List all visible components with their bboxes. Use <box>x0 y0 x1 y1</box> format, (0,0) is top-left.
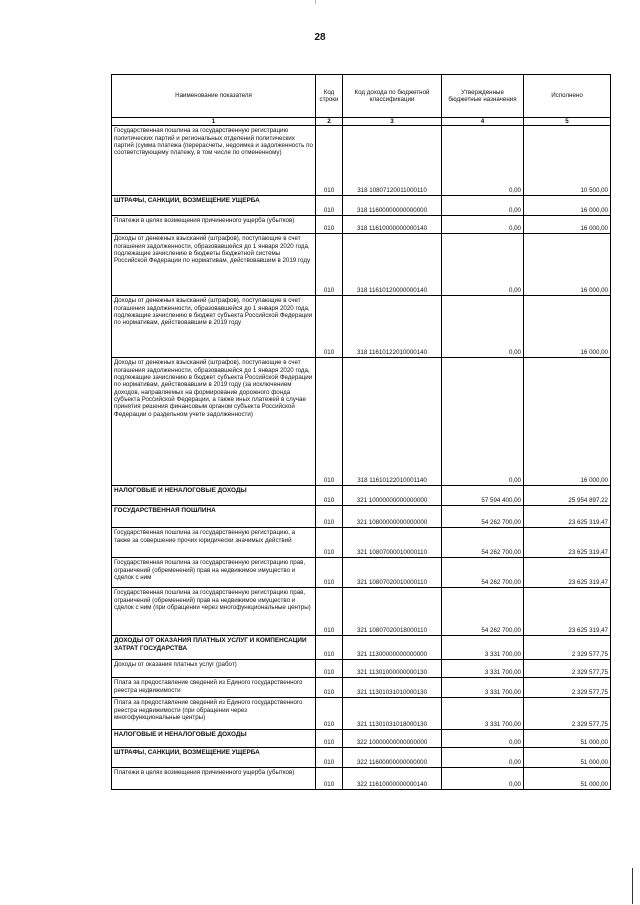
row-approved: 54 262 700,00 <box>442 528 524 558</box>
row-kbk: 318 11600000000000000 <box>343 196 442 216</box>
row-executed: 16 000,00 <box>524 196 611 216</box>
table-row <box>112 678 611 698</box>
row-name: Платежи в целях возмещения причиненного ущерба (убытков) <box>112 768 316 790</box>
row-approved: 3 331 700,00 <box>442 636 524 660</box>
table-row <box>112 768 611 790</box>
row-executed: 23 625 319,47 <box>524 558 611 588</box>
row-kbk: 321 10807020010000110 <box>343 558 442 588</box>
row-kbk: 322 11610000000000140 <box>343 768 442 790</box>
row-executed: 23 625 319,47 <box>524 588 611 636</box>
row-code: 010 <box>316 196 343 216</box>
row-executed: 2 329 577,75 <box>524 678 611 698</box>
row-approved: 0,00 <box>442 216 524 234</box>
row-code: 010 <box>316 698 343 730</box>
row-executed: 2 329 577,75 <box>524 660 611 678</box>
column-number: 2 <box>316 118 343 126</box>
row-name: ДОХОДЫ ОТ ОКАЗАНИЯ ПЛАТНЫХ УСЛУГ И КОМПЕНСАЦИИ ЗАТРАТ ГОСУДАРСТВА <box>112 636 316 660</box>
row-kbk: 321 10807020018000110 <box>343 588 442 636</box>
row-code: 010 <box>316 678 343 698</box>
row-kbk: 321 11301000000000130 <box>343 660 442 678</box>
row-code: 010 <box>316 358 343 486</box>
row-executed: 16 000,00 <box>524 234 611 296</box>
header-kbk: Код дохода по бюджетной классификации <box>343 75 442 118</box>
row-approved: 3 331 700,00 <box>442 660 524 678</box>
row-executed: 51 000,00 <box>524 730 611 748</box>
row-kbk: 321 11301031018000130 <box>343 698 442 730</box>
row-name: Доходы от денежных взысканий (штрафов), поступающие в счет погашения задолженности, образовавшейся до 1 января 2020 года, подлежащие зачислению в бюджеты бюджетной системы Российской Федерации по нормативам, действовавшим в 2019 году <box>112 234 316 296</box>
row-kbk: 321 10000000000000000 <box>343 486 442 506</box>
margin-line <box>632 868 633 904</box>
row-code: 010 <box>316 216 343 234</box>
row-code: 010 <box>316 528 343 558</box>
column-numbers-row <box>112 118 611 126</box>
table-row <box>112 558 611 588</box>
column-number: 4 <box>442 118 524 126</box>
row-code: 010 <box>316 558 343 588</box>
row-approved: 0,00 <box>442 234 524 296</box>
row-name: Плата за предоставление сведений из Единого государственного реестра недвижимости <box>112 678 316 698</box>
header-name: Наименование показателя <box>112 75 316 118</box>
row-approved: 54 262 700,00 <box>442 506 524 528</box>
table-row <box>112 660 611 678</box>
row-kbk: 318 11610122010000140 <box>343 296 442 358</box>
row-executed: 23 625 319,47 <box>524 528 611 558</box>
row-name: Плата за предоставление сведений из Единого государственного реестра недвижимости (при обращении через многофункциональные центры) <box>112 698 316 730</box>
row-approved: 0,00 <box>442 730 524 748</box>
row-kbk: 318 10807120011000110 <box>343 126 442 196</box>
row-kbk: 321 11300000000000000 <box>343 636 442 660</box>
column-number: 5 <box>524 118 611 126</box>
table-row <box>112 698 611 730</box>
table-row <box>112 216 611 234</box>
row-name: Доходы от оказания платных услуг (работ) <box>112 660 316 678</box>
table-row <box>112 126 611 196</box>
row-code: 010 <box>316 234 343 296</box>
row-approved: 0,00 <box>442 196 524 216</box>
row-approved: 0,00 <box>442 126 524 196</box>
header-executed: Исполнено <box>524 75 611 118</box>
row-executed: 16 000,00 <box>524 296 611 358</box>
table-row <box>112 730 611 748</box>
row-name: Платежи в целях возмещения причиненного ущерба (убытков) <box>112 216 316 234</box>
row-code: 010 <box>316 660 343 678</box>
row-executed: 2 329 577,75 <box>524 698 611 730</box>
row-name: НАЛОГОВЫЕ И НЕНАЛОГОВЫЕ ДОХОДЫ <box>112 486 316 506</box>
row-kbk: 322 11600000000000000 <box>343 748 442 768</box>
row-name: Доходы от денежных взысканий (штрафов), поступающие в счет погашения задолженности, образовавшейся до 1 января 2020 года, подлежащие зачислению в бюджет субъекта Российской Федерации по нормативам, действовавшим в 2019 году (за исключением доходов, направляемых на формирование дорожного фонда субъекта Российской Федерации, а также иных платежей в случае принятия решения финансовым органом субъекта Российской Федерации о раздельном учете задолженности) <box>112 358 316 486</box>
row-code: 010 <box>316 126 343 196</box>
column-number: 3 <box>343 118 442 126</box>
row-code: 010 <box>316 486 343 506</box>
header-code: Код строки <box>316 75 343 118</box>
header-row <box>112 75 611 118</box>
header-approved: Утвержденные бюджетные назначения <box>442 75 524 118</box>
row-executed: 2 329 577,75 <box>524 636 611 660</box>
row-kbk: 321 10807000010000110 <box>343 528 442 558</box>
table-row <box>112 234 611 296</box>
row-executed: 51 000,00 <box>524 748 611 768</box>
table-row <box>112 636 611 660</box>
row-kbk: 322 10000000000000000 <box>343 730 442 748</box>
row-name: Государственная пошлина за государственную регистрацию политических партий и региональных отделений политических партий (сумма платежа (перерасчеты, недоимка и задолженность по соответствующему платежу, в том числе по отмененному) <box>112 126 316 196</box>
table-row <box>112 748 611 768</box>
table-row <box>112 296 611 358</box>
row-executed: 16 000,00 <box>524 216 611 234</box>
row-kbk: 321 11301031010000130 <box>343 678 442 698</box>
row-code: 010 <box>316 768 343 790</box>
row-approved: 0,00 <box>442 768 524 790</box>
row-kbk: 321 10800000000000000 <box>343 506 442 528</box>
row-name: ГОСУДАРСТВЕННАЯ ПОШЛИНА <box>112 506 316 528</box>
row-approved: 54 262 700,00 <box>442 558 524 588</box>
row-code: 010 <box>316 506 343 528</box>
row-executed: 51 000,00 <box>524 768 611 790</box>
table-row <box>112 358 611 486</box>
row-executed: 10 500,00 <box>524 126 611 196</box>
row-approved: 57 594 400,00 <box>442 486 524 506</box>
row-approved: 3 331 700,00 <box>442 678 524 698</box>
column-number: 1 <box>112 118 316 126</box>
row-approved: 3 331 700,00 <box>442 698 524 730</box>
row-approved: 54 262 700,00 <box>442 588 524 636</box>
table-row <box>112 486 611 506</box>
row-code: 010 <box>316 636 343 660</box>
row-executed: 16 000,00 <box>524 358 611 486</box>
row-name: Доходы от денежных взысканий (штрафов), поступающие в счет погашения задолженности, образовавшейся до 1 января 2020 года, подлежащие зачислению в бюджет субъекта Российской Федерации по нормативам, действовавшим в 2019 году <box>112 296 316 358</box>
table-row <box>112 588 611 636</box>
row-approved: 0,00 <box>442 296 524 358</box>
row-code: 010 <box>316 748 343 768</box>
row-executed: 25 954 897,22 <box>524 486 611 506</box>
table-row <box>112 528 611 558</box>
row-name: Государственная пошлина за государственную регистрацию прав, ограничений (обременений) прав на недвижимое имущество и сделок с ним <box>112 558 316 588</box>
row-kbk: 318 11610122010001140 <box>343 358 442 486</box>
scan-mark <box>315 0 316 4</box>
row-name: ШТРАФЫ, САНКЦИИ, ВОЗМЕЩЕНИЕ УЩЕРБА <box>112 748 316 768</box>
row-name: ШТРАФЫ, САНКЦИИ, ВОЗМЕЩЕНИЕ УЩЕРБА <box>112 196 316 216</box>
row-name: Государственная пошлина за государственную регистрацию прав, ограничений (обременений) прав на недвижимое имущество и сделок с ним (при обращении через многофункциональные центры) <box>112 588 316 636</box>
row-name: НАЛОГОВЫЕ И НЕНАЛОГОВЫЕ ДОХОДЫ <box>112 730 316 748</box>
row-code: 010 <box>316 588 343 636</box>
table-row <box>112 506 611 528</box>
row-kbk: 318 11610120000000140 <box>343 234 442 296</box>
table-body <box>112 126 611 790</box>
row-approved: 0,00 <box>442 358 524 486</box>
row-name: Государственная пошлина за государственную регистрацию, а также за совершение прочих юридически значимых действий <box>112 528 316 558</box>
row-kbk: 318 11610000000000140 <box>343 216 442 234</box>
page-number: 28 <box>314 32 326 43</box>
row-code: 010 <box>316 296 343 358</box>
row-approved: 0,00 <box>442 748 524 768</box>
revenue-table <box>111 74 611 790</box>
row-code: 010 <box>316 730 343 748</box>
row-executed: 23 625 319,47 <box>524 506 611 528</box>
table-row <box>112 196 611 216</box>
